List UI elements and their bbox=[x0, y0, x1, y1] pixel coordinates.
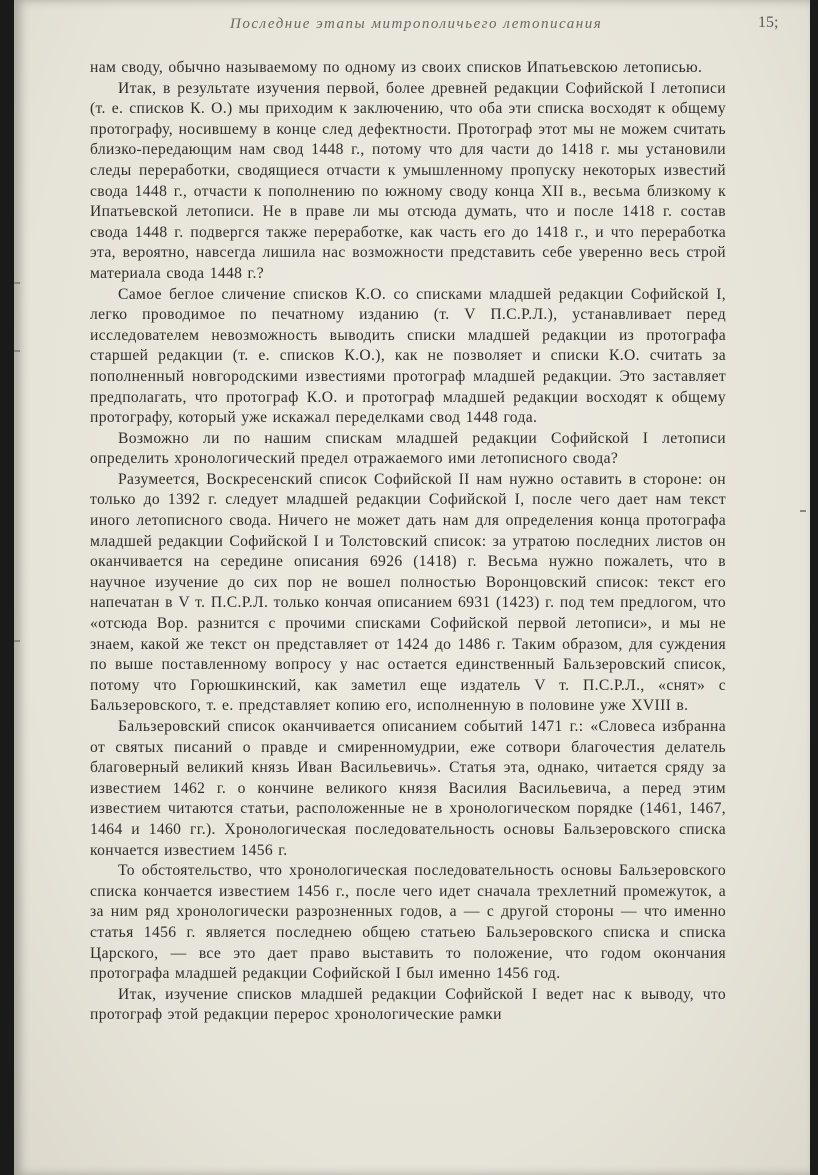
document-page bbox=[14, 0, 810, 1175]
body-text bbox=[90, 58, 726, 1026]
paragraph: Итак, изучение списков младшей редакции Софийской I ведет нас к выводу, что протограф этой редакции перерос хронологические рамки bbox=[90, 985, 726, 1024]
margin-mark bbox=[14, 350, 20, 352]
page-header bbox=[14, 14, 810, 38]
paragraph: То обстоятельство, что хронологическая последовательность основы Бальзеровского списка кончается известием 1456 г., после чего идет сначала трехлетний промежуток, а за ним ряд хронологически разрозненных годов, а — с другой стороны — что именно статья 1456 г. является последнею общею статьею Бальзеровского списка и списка Царского, — все это дает право выставить то положение, что годом окончания протографа младшей редакции Софийской I был именно 1456 год. bbox=[90, 862, 726, 983]
margin-mark bbox=[14, 282, 20, 284]
margin-mark bbox=[14, 640, 20, 642]
paragraph: Итак, в результате изучения первой, более древней редакции Софийской I летописи (т. е. списков К. О.) мы приходим к заключению, что оба эти списка восходят к общему протографу, носившему в конце след дефектности. Протограф этот мы не можем считать близко-передающим нам свод 1448 г., потому что для части до 1418 г. мы установили следы переработки, сводящиеся отчасти к умышленному пропуску некоторых известий свода 1448 г., отчасти к пополнению по южному своду конца XII в., весьма близкому к Ипатьевской летописи. Не в праве ли мы отсюда думать, что и после 1418 г. состав свода 1448 г. подвергся также переработке, как часть его до 1418 г., и что переработка эта, вероятно, навсегда лишила нас возможности представить себе уверенно весь строй материала свода 1448 г.? bbox=[90, 79, 726, 282]
paragraph: Разумеется, Воскресенский список Софийской II нам нужно оставить в стороне: он только до 1392 г. следует младшей редакции Софийской I, после чего дает нам текст иного летописного свода. Ничего не может дать нам для определения конца протографа младшей редакции Софийской I и Толстовский список: за утратою последних листов он оканчивается на середине описания 6926 (1418) г. Весьма нужно пожалеть, что в научное изучение до сих пор не вошел полностью Воронцовский список: текст его напечатан в V т. П.С.Р.Л. только кончая описанием 6931 (1423) г. под тем предлогом, что «отсюда Вор. разнится с прочими списками Софийской первой летописи», и мы не знаем, какой же текст он представляет от 1424 до 1486 г. Таким образом, для суждения по выше поставленному вопросу у нас остается единственный Бальзеровский список, потому что Горюшкинский, как заметил еще издатель V т. П.С.Р.Л., «снят» с Бальзеровского, т. е. представляет копию его, исполненную в половине уже XVIII в. bbox=[90, 470, 726, 715]
paragraph: Бальзеровский список оканчивается описанием событий 1471 г.: «Словеса избранна от святых писаний о правде и смиренномудрии, еже сотвори благочестия делатель благоверный великий князь Иван Васильевичь». Статья эта, однако, читается сряду за известием 1462 г. о кончине великого князя Василия Васильевича, а перед этим известием читаются статьи, расположенные не в хронологическом порядке (1461, 1467, 1464 и 1460 гг.). Хронологическая последовательность основы Бальзеровского списка кончается известием 1456 г. bbox=[90, 718, 726, 859]
paragraph-continuation: нам своду, обычно называемому по одному из своих списков Ипатьевскою летописью. bbox=[90, 59, 703, 76]
paragraph: Возможно ли по нашим спискам младшей редакции Софийской I летописи определить хронологический предел отражаемого ими летописного свода? bbox=[90, 429, 726, 468]
page-number: 15; bbox=[758, 14, 779, 31]
paragraph: Самое беглое сличение списков К.О. со списками младшей редакции Софийской I, легко проводимое по печатному изданию (т. V П.С.Р.Л.), устанавливает перед исследователем невозможность выводить списки младшей редакции из протографа старшей редакции (т. е. списков К.О.), как не позволяет и списки К.О. считать за пополненный новгородскими известиями протограф младшей редакции. Это заставляет предполагать, что протограф К.О. и протограф младшей редакции восходят к общему протографу, который уже искажал переделками свод 1448 года. bbox=[90, 285, 726, 427]
margin-mark bbox=[800, 510, 806, 512]
running-head: Последние этапы митрополичьего летописания bbox=[230, 16, 603, 32]
